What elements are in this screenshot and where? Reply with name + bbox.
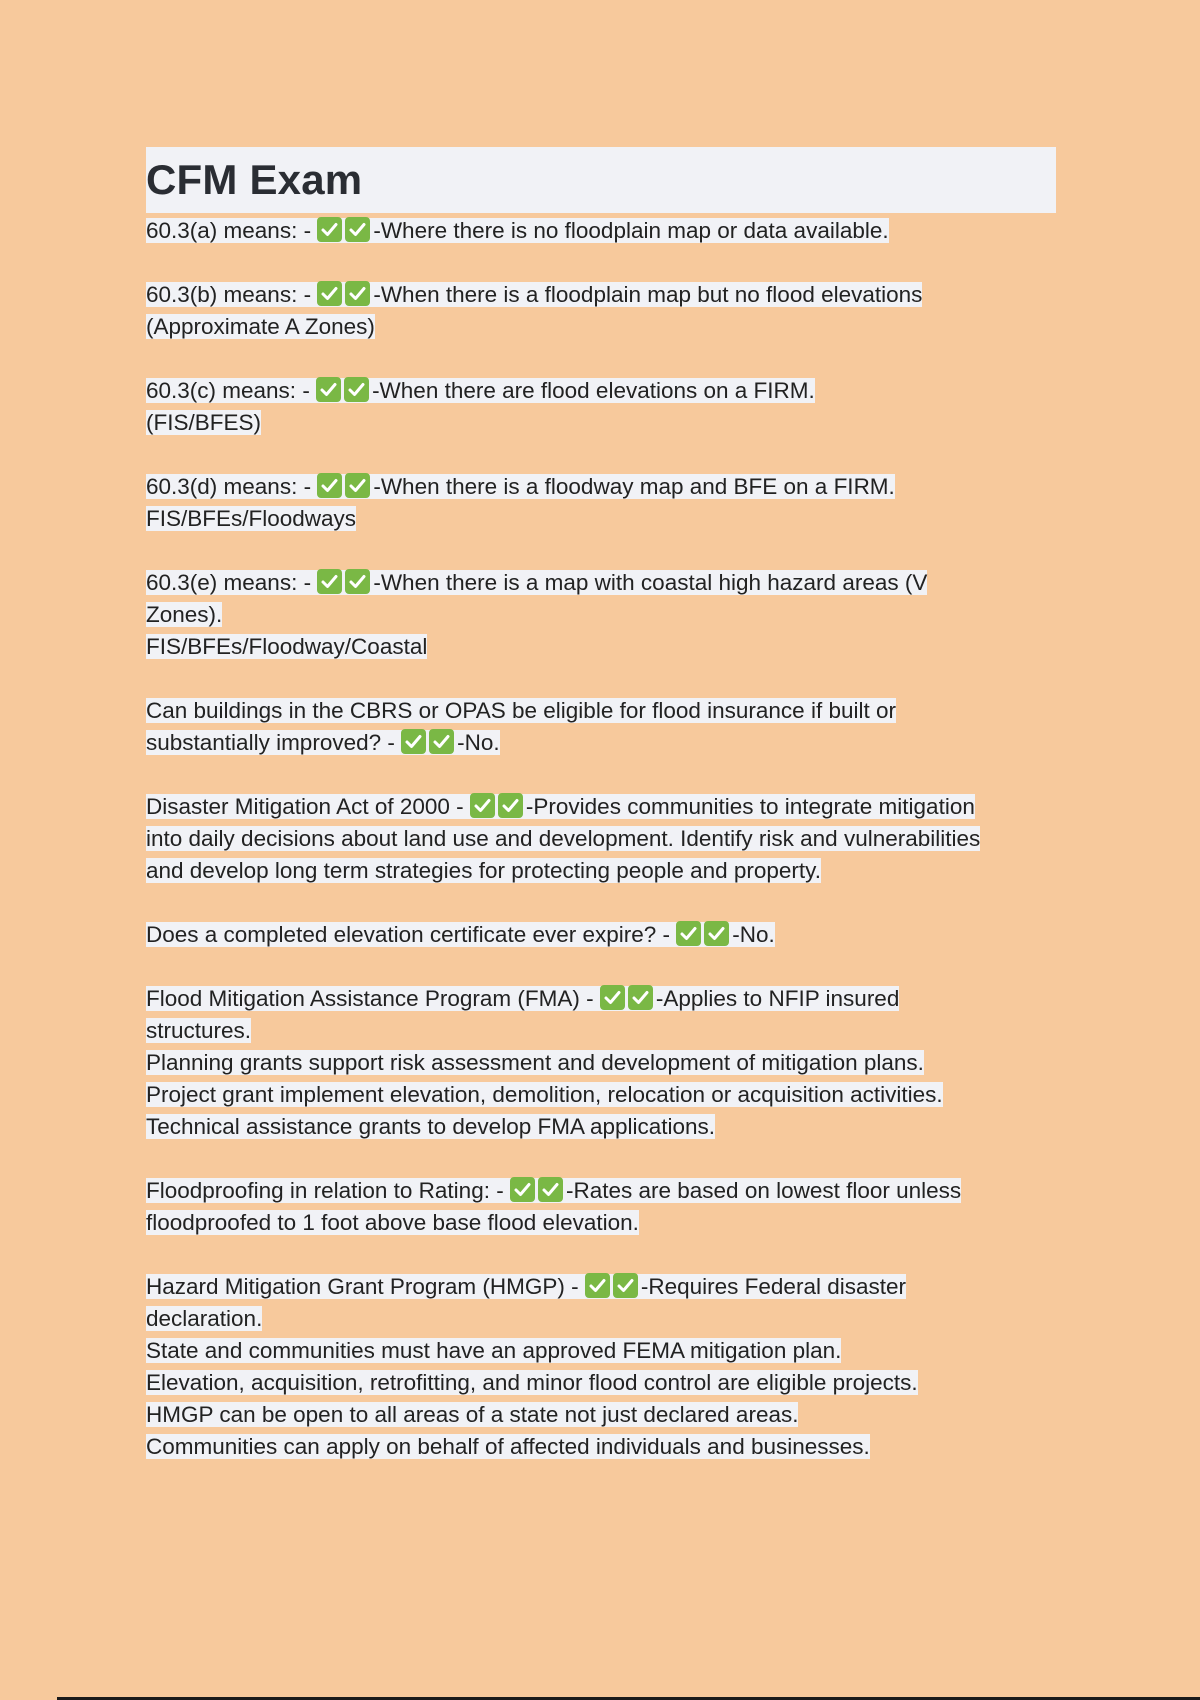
question-text: Does a completed elevation certificate ever expire? -: [146, 922, 677, 947]
highlighted-text: [146, 1082, 943, 1107]
highlighted-text: [146, 634, 427, 659]
entry-line: [146, 279, 1056, 311]
checkmark-box-icon: [345, 281, 370, 306]
line-text: declaration.: [146, 1306, 263, 1331]
entry-line: [146, 1207, 1056, 1239]
checkmark-box-icon: [344, 377, 369, 402]
answer-text: -When there are flood elevations on a FIRM.: [372, 378, 815, 403]
checkmark-box-icon: [704, 921, 729, 946]
highlighted-text: [146, 602, 222, 627]
entry-line: [146, 727, 1056, 759]
line-text: Elevation, acquisition, retrofitting, and minor flood control are eligible projects.: [146, 1370, 918, 1395]
checkmark-box-icon: [613, 1273, 638, 1298]
document-page: [146, 147, 1056, 1495]
checkmark-box-icon: [316, 377, 341, 402]
checkmark-box-icon: [401, 729, 426, 754]
entry-line: [146, 1111, 1056, 1143]
entry-line: [146, 1303, 1056, 1335]
entry-line: [146, 919, 1056, 951]
entry-line: [146, 631, 1056, 663]
flashcard-entry: [146, 279, 1056, 343]
checkmark-box-icon: [345, 473, 370, 498]
entry-line: [146, 599, 1056, 631]
checkmark-box-icon: [628, 985, 653, 1010]
line-text: State and communities must have an approved FEMA mitigation plan.: [146, 1338, 842, 1363]
highlighted-text: [146, 1210, 639, 1235]
answer-text: -Requires Federal disaster: [640, 1274, 906, 1299]
line-text: (Approximate A Zones): [146, 314, 375, 339]
highlighted-text: [146, 858, 821, 883]
flashcard-entry: [146, 919, 1056, 951]
highlighted-text: [146, 1114, 715, 1139]
entry-line: [146, 311, 1056, 343]
entry-line: [146, 375, 1056, 407]
question-text: 60.3(b) means: -: [146, 282, 318, 307]
highlighted-text: [146, 506, 356, 531]
highlighted-text: [146, 1402, 798, 1427]
entry-line: [146, 567, 1056, 599]
highlighted-text: [146, 1178, 961, 1203]
question-text: 60.3(d) means: -: [146, 474, 318, 499]
highlighted-text: [146, 922, 775, 947]
highlighted-text: [146, 1370, 918, 1395]
entry-line: [146, 1175, 1056, 1207]
entry-line: [146, 983, 1056, 1015]
entry-line: [146, 215, 1056, 247]
entry-line: [146, 1047, 1056, 1079]
checkmark-box-icon: [470, 793, 495, 818]
entry-line: [146, 1367, 1056, 1399]
entry-line: [146, 855, 1056, 887]
answer-text: -No.: [457, 730, 500, 755]
highlighted-text: [146, 1306, 262, 1331]
entry-line: [146, 1431, 1056, 1463]
entry-line: [146, 1399, 1056, 1431]
line-text: HMGP can be open to all areas of a state not just declared areas.: [146, 1402, 799, 1427]
entry-line: [146, 791, 1056, 823]
highlighted-text: [146, 218, 889, 243]
highlighted-text: [146, 986, 899, 1011]
highlighted-text: [146, 826, 980, 851]
checkmark-box-icon: [600, 985, 625, 1010]
answer-text: -Applies to NFIP insured: [655, 986, 900, 1011]
highlighted-text: [146, 1274, 906, 1299]
checkmark-box-icon: [498, 793, 523, 818]
line-text: Technical assistance grants to develop FMA applications.: [146, 1114, 716, 1139]
document-title: CFM Exam: [146, 156, 363, 203]
highlighted-text: [146, 794, 975, 819]
checkmark-box-icon: [676, 921, 701, 946]
answer-text: -Where there is no floodplain map or data available.: [373, 218, 889, 243]
checkmark-box-icon: [317, 569, 342, 594]
highlighted-text: [146, 474, 895, 499]
highlighted-text: [146, 1434, 870, 1459]
flashcard-entry: [146, 983, 1056, 1143]
entry-line: [146, 1271, 1056, 1303]
checkmark-box-icon: [345, 569, 370, 594]
flashcard-entry: [146, 695, 1056, 759]
line-text: Communities can apply on behalf of affected individuals and businesses.: [146, 1434, 870, 1459]
entry-line: [146, 471, 1056, 503]
answer-text: -When there is a floodway map and BFE on a FIRM.: [373, 474, 895, 499]
line-text: (FIS/BFES): [146, 410, 262, 435]
checkmark-box-icon: [317, 217, 342, 242]
question-text: 60.3(a) means: -: [146, 218, 318, 243]
line-text: Zones).: [146, 602, 223, 627]
answer-text: -Provides communities to integrate mitigation: [525, 794, 975, 819]
question-text: substantially improved? -: [146, 730, 402, 755]
line-text: into daily decisions about land use and development. Identify risk and vulnerabilities: [146, 826, 981, 851]
highlighted-text: [146, 314, 375, 339]
answer-text: -No.: [732, 922, 775, 947]
flashcard-entry: [146, 375, 1056, 439]
flashcard-entry: [146, 1175, 1056, 1239]
checkmark-box-icon: [429, 729, 454, 754]
answer-text: -Rates are based on lowest floor unless: [565, 1178, 962, 1203]
line-text: floodproofed to 1 foot above base flood elevation.: [146, 1210, 639, 1235]
line-text: FIS/BFEs/Floodway/Coastal: [146, 634, 428, 659]
entry-line: [146, 503, 1056, 535]
line-text: Project grant implement elevation, demolition, relocation or acquisition activities.: [146, 1082, 943, 1107]
highlighted-text: [146, 698, 896, 723]
highlighted-text: [146, 1338, 841, 1363]
flashcard-entry: [146, 567, 1056, 663]
highlighted-text: [146, 1050, 924, 1075]
highlighted-text: [146, 730, 500, 755]
highlighted-text: [146, 282, 922, 307]
question-text: 60.3(e) means: -: [146, 570, 318, 595]
highlighted-text: [146, 410, 261, 435]
answer-text: -When there is a floodplain map but no flood elevations: [373, 282, 923, 307]
checkmark-box-icon: [538, 1177, 563, 1202]
answer-text: -When there is a map with coastal high hazard areas (V: [373, 570, 928, 595]
entry-line: [146, 1079, 1056, 1111]
entry-line: [146, 695, 1056, 727]
line-text: FIS/BFEs/Floodways: [146, 506, 357, 531]
checkmark-box-icon: [317, 281, 342, 306]
checkmark-box-icon: [585, 1273, 610, 1298]
title-bar: [146, 147, 1056, 213]
checkmark-box-icon: [510, 1177, 535, 1202]
entry-line: [146, 1335, 1056, 1367]
flashcard-entry: [146, 471, 1056, 535]
highlighted-text: [146, 570, 927, 595]
flashcard-list: [146, 215, 1056, 1463]
entry-line: [146, 407, 1056, 439]
question-text: Floodproofing in relation to Rating: -: [146, 1178, 510, 1203]
highlighted-text: [146, 378, 815, 403]
entry-line: [146, 823, 1056, 855]
flashcard-entry: [146, 215, 1056, 247]
flashcard-entry: [146, 791, 1056, 887]
flashcard-entry: [146, 1271, 1056, 1463]
question-text: Flood Mitigation Assistance Program (FMA) -: [146, 986, 600, 1011]
question-text: Hazard Mitigation Grant Program (HMGP) -: [146, 1274, 585, 1299]
checkmark-box-icon: [345, 217, 370, 242]
line-text: Can buildings in the CBRS or OPAS be eligible for flood insurance if built or: [146, 698, 896, 723]
line-text: and develop long term strategies for protecting people and property.: [146, 858, 821, 883]
question-text: 60.3(c) means: -: [146, 378, 317, 403]
line-text: structures.: [146, 1018, 252, 1043]
question-text: Disaster Mitigation Act of 2000 -: [146, 794, 470, 819]
line-text: Planning grants support risk assessment and development of mitigation plans.: [146, 1050, 924, 1075]
checkmark-box-icon: [317, 473, 342, 498]
highlighted-text: [146, 1018, 251, 1043]
entry-line: [146, 1015, 1056, 1047]
